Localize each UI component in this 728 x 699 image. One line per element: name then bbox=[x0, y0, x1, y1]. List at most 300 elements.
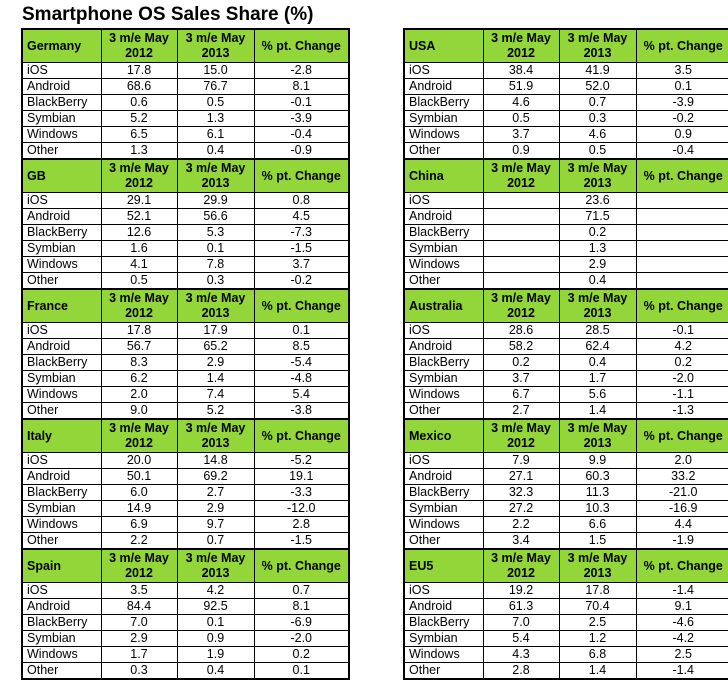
value-change: 0.1 bbox=[636, 79, 728, 95]
value-2013: 10.3 bbox=[559, 501, 636, 517]
table-row bbox=[404, 127, 728, 143]
table-row bbox=[404, 241, 728, 257]
value-2012: 6.7 bbox=[483, 387, 559, 403]
value-2013: 11.3 bbox=[559, 485, 636, 501]
value-change: -0.1 bbox=[636, 323, 728, 339]
value-2013: 14.8 bbox=[177, 453, 254, 469]
value-change bbox=[636, 225, 728, 241]
value-2013: 2.9 bbox=[177, 355, 254, 371]
table-row bbox=[22, 469, 349, 485]
os-name: BlackBerry bbox=[22, 355, 101, 371]
value-2013: 69.2 bbox=[177, 469, 254, 485]
table-row bbox=[404, 647, 728, 663]
os-name: Other bbox=[22, 663, 101, 680]
os-name: Windows bbox=[404, 647, 483, 663]
value-2012: 28.6 bbox=[483, 323, 559, 339]
value-2013: 2.9 bbox=[559, 257, 636, 273]
column-header-change: % pt. Change bbox=[636, 29, 728, 63]
table-row bbox=[22, 79, 349, 95]
column-header-2013: 3 m/e May 2013 bbox=[177, 289, 254, 323]
table-row bbox=[22, 95, 349, 111]
value-2013: 1.4 bbox=[559, 403, 636, 420]
value-change: -3.3 bbox=[254, 485, 349, 501]
table-row bbox=[404, 79, 728, 95]
table-row bbox=[404, 631, 728, 647]
table-row bbox=[404, 533, 728, 550]
os-name: Symbian bbox=[22, 241, 101, 257]
value-change: -0.9 bbox=[254, 143, 349, 160]
value-change: -3.9 bbox=[636, 95, 728, 111]
value-2013: 4.6 bbox=[559, 127, 636, 143]
os-name: Android bbox=[22, 599, 101, 615]
table-row bbox=[404, 469, 728, 485]
column-header-change: % pt. Change bbox=[636, 159, 728, 193]
value-2013: 2.9 bbox=[177, 501, 254, 517]
table-row bbox=[404, 663, 728, 680]
value-change: -5.2 bbox=[254, 453, 349, 469]
value-2012: 84.4 bbox=[101, 599, 177, 615]
value-2013: 0.3 bbox=[559, 111, 636, 127]
value-2012: 14.9 bbox=[101, 501, 177, 517]
value-2012: 2.0 bbox=[101, 387, 177, 403]
value-change: 0.7 bbox=[254, 583, 349, 599]
region-header-row bbox=[22, 29, 349, 63]
value-2012: 51.9 bbox=[483, 79, 559, 95]
column-header-2012: 3 m/e May 2012 bbox=[101, 549, 177, 583]
table-row bbox=[404, 501, 728, 517]
value-2013: 0.4 bbox=[177, 663, 254, 680]
value-2012: 0.9 bbox=[483, 143, 559, 160]
os-name: Android bbox=[22, 469, 101, 485]
value-2013: 29.9 bbox=[177, 193, 254, 209]
value-2013: 56.6 bbox=[177, 209, 254, 225]
table-row bbox=[22, 193, 349, 209]
column-header-change: % pt. Change bbox=[636, 289, 728, 323]
value-2013: 1.3 bbox=[177, 111, 254, 127]
os-name: Windows bbox=[22, 387, 101, 403]
table-row bbox=[22, 387, 349, 403]
value-2012: 6.0 bbox=[101, 485, 177, 501]
value-change: 8.5 bbox=[254, 339, 349, 355]
column-header-2012: 3 m/e May 2012 bbox=[483, 289, 559, 323]
value-change bbox=[636, 273, 728, 290]
value-2012: 1.6 bbox=[101, 241, 177, 257]
os-name: BlackBerry bbox=[404, 615, 483, 631]
os-name: Windows bbox=[404, 387, 483, 403]
region-table bbox=[21, 28, 350, 680]
table-row bbox=[22, 533, 349, 550]
value-change: 5.4 bbox=[254, 387, 349, 403]
value-2013: 17.9 bbox=[177, 323, 254, 339]
os-name: Symbian bbox=[22, 631, 101, 647]
os-name: BlackBerry bbox=[404, 355, 483, 371]
value-2012: 2.8 bbox=[483, 663, 559, 680]
value-2012 bbox=[483, 193, 559, 209]
value-change: 2.8 bbox=[254, 517, 349, 533]
value-2012: 58.2 bbox=[483, 339, 559, 355]
os-name: BlackBerry bbox=[404, 485, 483, 501]
value-2013: 1.4 bbox=[559, 663, 636, 680]
os-name: Windows bbox=[404, 517, 483, 533]
table-row bbox=[404, 111, 728, 127]
value-change: -1.5 bbox=[254, 241, 349, 257]
value-2012: 17.8 bbox=[101, 63, 177, 79]
os-name: Other bbox=[22, 143, 101, 160]
os-name: BlackBerry bbox=[22, 95, 101, 111]
os-name: iOS bbox=[22, 583, 101, 599]
value-change: -2.0 bbox=[254, 631, 349, 647]
value-2012: 1.7 bbox=[101, 647, 177, 663]
value-change: 19.1 bbox=[254, 469, 349, 485]
value-2012: 7.0 bbox=[101, 615, 177, 631]
value-2012: 3.7 bbox=[483, 127, 559, 143]
table-row bbox=[22, 257, 349, 273]
column-header-2012: 3 m/e May 2012 bbox=[483, 549, 559, 583]
region-header-row bbox=[22, 289, 349, 323]
value-2013: 65.2 bbox=[177, 339, 254, 355]
os-name: Other bbox=[22, 273, 101, 290]
table-row bbox=[404, 257, 728, 273]
page-title: Smartphone OS Sales Share (%) bbox=[22, 4, 314, 25]
value-2013: 0.4 bbox=[559, 273, 636, 290]
os-name: Symbian bbox=[404, 371, 483, 387]
os-name: iOS bbox=[404, 323, 483, 339]
column-header-2013: 3 m/e May 2013 bbox=[559, 29, 636, 63]
os-name: Other bbox=[404, 663, 483, 680]
table-row bbox=[22, 453, 349, 469]
value-2013: 2.7 bbox=[177, 485, 254, 501]
region-name: China bbox=[404, 159, 483, 193]
os-name: Symbian bbox=[404, 501, 483, 517]
value-2012: 4.3 bbox=[483, 647, 559, 663]
table-row bbox=[22, 209, 349, 225]
os-name: BlackBerry bbox=[22, 485, 101, 501]
region-header-row bbox=[404, 29, 728, 63]
table-row bbox=[404, 371, 728, 387]
os-name: Symbian bbox=[22, 111, 101, 127]
table-row bbox=[22, 615, 349, 631]
value-2013: 6.6 bbox=[559, 517, 636, 533]
os-name: Android bbox=[404, 209, 483, 225]
os-name: Symbian bbox=[404, 631, 483, 647]
os-name: BlackBerry bbox=[22, 225, 101, 241]
value-change: -0.2 bbox=[636, 111, 728, 127]
os-name: Other bbox=[404, 143, 483, 160]
value-change bbox=[636, 193, 728, 209]
table-row bbox=[404, 517, 728, 533]
value-2012 bbox=[483, 241, 559, 257]
os-name: Other bbox=[404, 403, 483, 420]
value-change: -0.1 bbox=[254, 95, 349, 111]
value-change: -2.8 bbox=[254, 63, 349, 79]
value-change: -0.2 bbox=[254, 273, 349, 290]
table-row bbox=[404, 615, 728, 631]
value-2012: 5.2 bbox=[101, 111, 177, 127]
value-change: -3.8 bbox=[254, 403, 349, 420]
value-change: 4.5 bbox=[254, 209, 349, 225]
value-change: 0.8 bbox=[254, 193, 349, 209]
value-change: -1.4 bbox=[636, 583, 728, 599]
value-2013: 7.8 bbox=[177, 257, 254, 273]
value-change: -5.4 bbox=[254, 355, 349, 371]
value-2012: 7.9 bbox=[483, 453, 559, 469]
region-header-row bbox=[404, 159, 728, 193]
os-name: Android bbox=[404, 599, 483, 615]
value-change: 3.7 bbox=[254, 257, 349, 273]
os-name: Other bbox=[404, 533, 483, 550]
column-header-2012: 3 m/e May 2012 bbox=[483, 419, 559, 453]
right-column bbox=[403, 28, 728, 680]
table-row bbox=[22, 273, 349, 290]
value-2013: 1.4 bbox=[177, 371, 254, 387]
column-header-2012: 3 m/e May 2012 bbox=[101, 29, 177, 63]
value-2012: 27.2 bbox=[483, 501, 559, 517]
table-row bbox=[22, 225, 349, 241]
value-2012: 17.8 bbox=[101, 323, 177, 339]
value-2013: 62.4 bbox=[559, 339, 636, 355]
table-row bbox=[22, 63, 349, 79]
column-header-change: % pt. Change bbox=[254, 289, 349, 323]
os-name: Windows bbox=[22, 127, 101, 143]
region-name: Spain bbox=[22, 549, 101, 583]
table-row bbox=[22, 403, 349, 420]
value-change: -1.3 bbox=[636, 403, 728, 420]
value-2012: 6.2 bbox=[101, 371, 177, 387]
value-change: -4.6 bbox=[636, 615, 728, 631]
column-header-2012: 3 m/e May 2012 bbox=[483, 29, 559, 63]
os-name: Symbian bbox=[22, 501, 101, 517]
value-change: 8.1 bbox=[254, 79, 349, 95]
column-header-2013: 3 m/e May 2013 bbox=[559, 549, 636, 583]
region-header-row bbox=[404, 289, 728, 323]
value-2013: 1.7 bbox=[559, 371, 636, 387]
table-row bbox=[22, 241, 349, 257]
value-2013: 7.4 bbox=[177, 387, 254, 403]
value-2012: 9.0 bbox=[101, 403, 177, 420]
value-2013: 17.8 bbox=[559, 583, 636, 599]
region-header-row bbox=[22, 549, 349, 583]
value-2012: 50.1 bbox=[101, 469, 177, 485]
value-2012: 38.4 bbox=[483, 63, 559, 79]
os-name: Windows bbox=[22, 257, 101, 273]
value-2013: 0.4 bbox=[177, 143, 254, 160]
table-row bbox=[404, 143, 728, 160]
value-2013: 0.1 bbox=[177, 615, 254, 631]
table-row bbox=[22, 631, 349, 647]
value-2012: 0.2 bbox=[483, 355, 559, 371]
column-header-change: % pt. Change bbox=[636, 419, 728, 453]
table-row bbox=[404, 599, 728, 615]
value-2013: 6.8 bbox=[559, 647, 636, 663]
value-2013: 1.5 bbox=[559, 533, 636, 550]
os-name: Android bbox=[404, 469, 483, 485]
value-2012: 2.9 bbox=[101, 631, 177, 647]
value-2013: 1.3 bbox=[559, 241, 636, 257]
column-header-2012: 3 m/e May 2012 bbox=[101, 289, 177, 323]
value-2012: 0.3 bbox=[101, 663, 177, 680]
region-name: USA bbox=[404, 29, 483, 63]
table-row bbox=[22, 485, 349, 501]
value-2012: 0.5 bbox=[483, 111, 559, 127]
value-change: 4.4 bbox=[636, 517, 728, 533]
table-row bbox=[22, 143, 349, 160]
os-name: BlackBerry bbox=[22, 615, 101, 631]
value-2012: 27.1 bbox=[483, 469, 559, 485]
value-change: 0.2 bbox=[254, 647, 349, 663]
table-row bbox=[404, 355, 728, 371]
value-change bbox=[636, 257, 728, 273]
column-header-2013: 3 m/e May 2013 bbox=[177, 549, 254, 583]
value-change: 2.5 bbox=[636, 647, 728, 663]
os-name: iOS bbox=[404, 453, 483, 469]
os-name: Windows bbox=[22, 647, 101, 663]
table-row bbox=[22, 517, 349, 533]
os-name: iOS bbox=[404, 583, 483, 599]
value-change: -21.0 bbox=[636, 485, 728, 501]
table-row bbox=[404, 387, 728, 403]
column-header-change: % pt. Change bbox=[636, 549, 728, 583]
value-2013: 0.7 bbox=[559, 95, 636, 111]
value-2013: 0.4 bbox=[559, 355, 636, 371]
os-name: Windows bbox=[404, 257, 483, 273]
region-name: Italy bbox=[22, 419, 101, 453]
value-2013: 6.1 bbox=[177, 127, 254, 143]
table-row bbox=[404, 453, 728, 469]
value-2013: 0.3 bbox=[177, 273, 254, 290]
value-change: 3.5 bbox=[636, 63, 728, 79]
os-name: iOS bbox=[22, 63, 101, 79]
value-change: 2.0 bbox=[636, 453, 728, 469]
table-row bbox=[22, 339, 349, 355]
table-row bbox=[22, 371, 349, 387]
value-2012: 19.2 bbox=[483, 583, 559, 599]
os-name: Other bbox=[22, 533, 101, 550]
region-header-row bbox=[404, 549, 728, 583]
value-2012 bbox=[483, 257, 559, 273]
value-2013: 23.6 bbox=[559, 193, 636, 209]
value-2013: 1.2 bbox=[559, 631, 636, 647]
value-change: -1.4 bbox=[636, 663, 728, 680]
column-header-change: % pt. Change bbox=[254, 419, 349, 453]
table-row bbox=[404, 583, 728, 599]
os-name: iOS bbox=[404, 63, 483, 79]
region-name: EU5 bbox=[404, 549, 483, 583]
os-name: Symbian bbox=[404, 241, 483, 257]
region-name: Australia bbox=[404, 289, 483, 323]
value-2013: 0.5 bbox=[177, 95, 254, 111]
value-2012 bbox=[483, 209, 559, 225]
column-header-change: % pt. Change bbox=[254, 29, 349, 63]
table-row bbox=[404, 209, 728, 225]
os-name: Android bbox=[404, 339, 483, 355]
value-2012: 12.6 bbox=[101, 225, 177, 241]
region-table bbox=[403, 28, 728, 680]
table-row bbox=[404, 63, 728, 79]
value-2013: 5.3 bbox=[177, 225, 254, 241]
value-change bbox=[636, 241, 728, 257]
os-name: Other bbox=[22, 403, 101, 420]
value-2012: 2.7 bbox=[483, 403, 559, 420]
os-name: Symbian bbox=[22, 371, 101, 387]
value-change: 0.1 bbox=[254, 663, 349, 680]
value-2012: 56.7 bbox=[101, 339, 177, 355]
value-2013: 9.9 bbox=[559, 453, 636, 469]
value-2012: 61.3 bbox=[483, 599, 559, 615]
column-header-2013: 3 m/e May 2013 bbox=[559, 419, 636, 453]
table-row bbox=[404, 403, 728, 420]
value-2012: 7.0 bbox=[483, 615, 559, 631]
value-2013: 28.5 bbox=[559, 323, 636, 339]
value-2013: 15.0 bbox=[177, 63, 254, 79]
value-change: -4.8 bbox=[254, 371, 349, 387]
table-row bbox=[22, 127, 349, 143]
table-row bbox=[22, 583, 349, 599]
value-2012: 5.4 bbox=[483, 631, 559, 647]
value-2013: 2.5 bbox=[559, 615, 636, 631]
value-2012: 3.4 bbox=[483, 533, 559, 550]
value-2013: 70.4 bbox=[559, 599, 636, 615]
table-row bbox=[22, 663, 349, 680]
value-change: 0.1 bbox=[254, 323, 349, 339]
value-2012: 4.6 bbox=[483, 95, 559, 111]
value-2012: 20.0 bbox=[101, 453, 177, 469]
value-change: -1.9 bbox=[636, 533, 728, 550]
value-change: 9.1 bbox=[636, 599, 728, 615]
value-2012: 3.5 bbox=[101, 583, 177, 599]
os-name: BlackBerry bbox=[404, 225, 483, 241]
table-row bbox=[22, 501, 349, 517]
value-change: -2.0 bbox=[636, 371, 728, 387]
value-2013: 0.7 bbox=[177, 533, 254, 550]
table-row bbox=[22, 355, 349, 371]
table-row bbox=[404, 485, 728, 501]
column-header-change: % pt. Change bbox=[254, 549, 349, 583]
value-2012 bbox=[483, 273, 559, 290]
column-header-2012: 3 m/e May 2012 bbox=[101, 419, 177, 453]
value-change: 33.2 bbox=[636, 469, 728, 485]
os-name: Windows bbox=[22, 517, 101, 533]
value-2013: 5.2 bbox=[177, 403, 254, 420]
table-row bbox=[404, 273, 728, 290]
value-2013: 1.9 bbox=[177, 647, 254, 663]
value-2012: 6.5 bbox=[101, 127, 177, 143]
column-header-change: % pt. Change bbox=[254, 159, 349, 193]
value-2012: 2.2 bbox=[483, 517, 559, 533]
table-row bbox=[22, 323, 349, 339]
value-change: -6.9 bbox=[254, 615, 349, 631]
value-2012: 52.1 bbox=[101, 209, 177, 225]
column-header-2012: 3 m/e May 2012 bbox=[101, 159, 177, 193]
os-name: Android bbox=[22, 339, 101, 355]
value-change: 4.2 bbox=[636, 339, 728, 355]
column-header-2013: 3 m/e May 2013 bbox=[177, 419, 254, 453]
left-column bbox=[21, 28, 350, 680]
value-2013: 0.5 bbox=[559, 143, 636, 160]
value-2012: 8.3 bbox=[101, 355, 177, 371]
os-name: Other bbox=[404, 273, 483, 290]
value-2013: 0.9 bbox=[177, 631, 254, 647]
value-change: 8.1 bbox=[254, 599, 349, 615]
os-name: Symbian bbox=[404, 111, 483, 127]
table-row bbox=[22, 111, 349, 127]
os-name: iOS bbox=[22, 323, 101, 339]
value-2013: 4.2 bbox=[177, 583, 254, 599]
value-2013: 41.9 bbox=[559, 63, 636, 79]
value-2013: 0.2 bbox=[559, 225, 636, 241]
table-row bbox=[22, 647, 349, 663]
value-change: -16.9 bbox=[636, 501, 728, 517]
value-change: -1.5 bbox=[254, 533, 349, 550]
